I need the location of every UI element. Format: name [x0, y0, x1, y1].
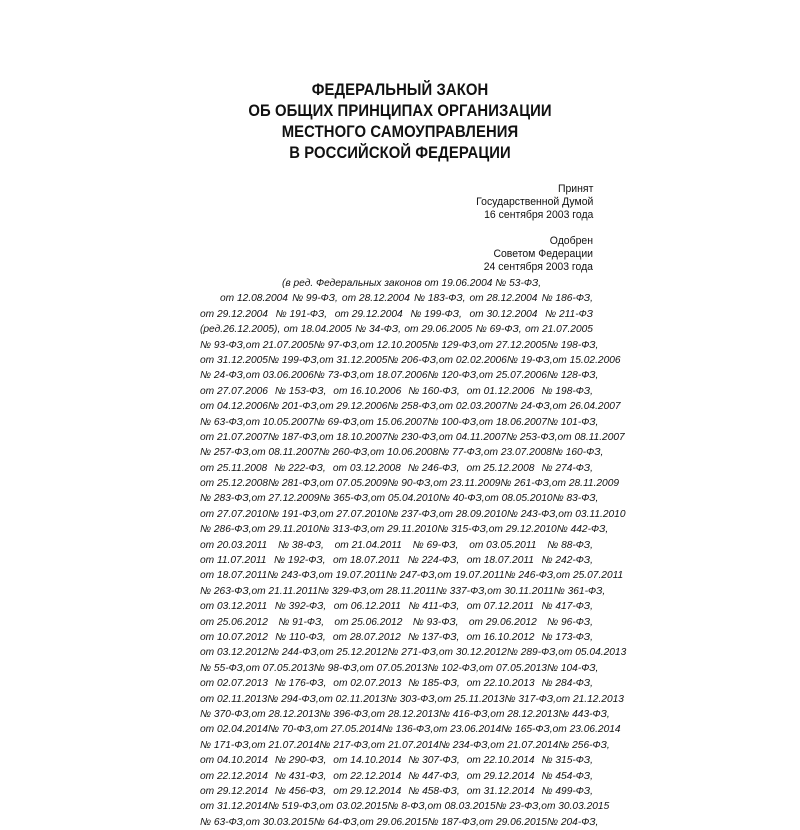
- amendment-token: № 63-ФЗ,: [200, 416, 246, 428]
- amendment-token: от 18.07.2011: [200, 570, 268, 582]
- title-line: ФЕДЕРАЛЬНЫЙ ЗАКОН: [311, 81, 489, 99]
- amendment-token: № 97-ФЗ,: [313, 339, 360, 351]
- amendment-token: № 38-ФЗ,: [278, 539, 324, 551]
- amendment-token: № 120-ФЗ,: [427, 370, 479, 382]
- amendment-token: от 30.03.2015: [245, 816, 314, 828]
- amendment-token: от 10.07.2012: [200, 631, 268, 643]
- amendment-line: [200, 276, 593, 291]
- amendment-line: [200, 368, 599, 383]
- amendment-token: от 03.05.2011: [469, 539, 537, 551]
- amendment-line: [200, 291, 593, 306]
- amendment-token: от 14.10.2014: [333, 755, 402, 767]
- amendment-token: от 29.06.2015: [478, 816, 547, 828]
- amendment-token: № 69-ФЗ,: [313, 416, 360, 428]
- amendment-token: от 28.07.2012: [332, 631, 401, 643]
- amendment-token: № 69-ФЗ,: [412, 539, 459, 551]
- amendment-token: № 317-ФЗ,: [504, 693, 556, 705]
- amendment-token: от 23.06.2014: [433, 724, 502, 736]
- amendment-line: [200, 553, 593, 568]
- amendment-token: № 458-ФЗ,: [408, 785, 460, 797]
- amendment-token: от 02.07.2013: [333, 678, 402, 690]
- amendment-line: [200, 384, 593, 399]
- amendment-line: [200, 676, 593, 691]
- amendment-token: от 27.07.2010: [200, 508, 268, 520]
- amendment-token: от 21.07.2005: [245, 339, 314, 351]
- amendment-token: № 392-ФЗ,: [274, 601, 327, 613]
- amendment-line: [200, 430, 625, 445]
- amendment-line: [200, 476, 620, 491]
- amendment-token: от 25.12.2012: [319, 647, 388, 659]
- amendment-token: № 137-ФЗ,: [407, 631, 460, 643]
- amendment-token: № 191-ФЗ,: [275, 308, 328, 320]
- amendment-token: от 18.10.2007: [319, 431, 388, 443]
- amendment-token: № 185-ФЗ,: [408, 678, 460, 690]
- amendment-token: от 22.10.2013: [466, 678, 535, 690]
- amendment-token: № 257-ФЗ,: [200, 447, 252, 459]
- amendment-token: (в ред. Федеральных законов от 19.06.2004 № 53-ФЗ,: [281, 278, 542, 289]
- approved-block: [478, 235, 593, 274]
- adopted-line: 16 сентября 2003 года: [483, 209, 593, 221]
- amendment-token: от 31.12.2005: [319, 354, 388, 366]
- amendment-token: № 24-ФЗ,: [200, 370, 246, 382]
- amendment-token: от 28.12.2013: [251, 708, 320, 720]
- amendment-token: от 29.06.2005: [404, 324, 473, 336]
- amendment-token: № 303-ФЗ,: [385, 693, 438, 705]
- amendment-token: № 136-ФЗ,: [381, 724, 434, 736]
- amendment-token: № 199-ФЗ,: [267, 354, 320, 366]
- amendment-token: № 417-ФЗ,: [541, 601, 593, 613]
- amendment-token: № 294-ФЗ,: [267, 693, 319, 705]
- amendment-token: от 27.12.2005: [478, 339, 547, 351]
- amendment-token: № 260-ФЗ,: [318, 447, 371, 459]
- amendment-token: № 23-ФЗ,: [495, 801, 542, 813]
- amendment-token: № 165-ФЗ,: [501, 724, 553, 736]
- amendment-token: от 02.11.2013: [200, 693, 268, 705]
- amendment-line: [200, 753, 593, 768]
- amendment-line: [200, 599, 593, 614]
- adopted-line: Государственной Думой: [475, 196, 593, 208]
- amendment-token: № 361-ФЗ,: [553, 585, 606, 597]
- amendment-token: № 173-ФЗ,: [541, 631, 593, 643]
- amendment-token: № 100-ФЗ,: [427, 416, 479, 428]
- amendment-token: № 160-ФЗ,: [408, 385, 460, 397]
- amendment-token: от 23.11.2009: [433, 478, 501, 490]
- amendment-token: № 290-ФЗ,: [274, 755, 327, 767]
- amendment-line: [200, 815, 599, 830]
- amendment-token: от 21.07.2014: [490, 739, 559, 751]
- amendment-token: № 442-ФЗ,: [556, 524, 609, 536]
- amendment-token: № 186-ФЗ,: [541, 293, 593, 305]
- amendment-token: № 160-ФЗ,: [551, 447, 604, 459]
- amendment-token: от 12.08.2004: [220, 293, 288, 305]
- amendment-token: от 01.12.2006: [466, 385, 535, 397]
- amendment-token: от 29.12.2004: [200, 308, 268, 320]
- amendment-token: от 29.12.2004: [334, 308, 403, 320]
- amendment-token: № 454-ФЗ,: [541, 770, 593, 782]
- amendment-token: № 456-ФЗ,: [274, 785, 327, 797]
- title-line: В РОССИЙСКОЙ ФЕДЕРАЦИИ: [289, 144, 511, 162]
- amendment-token: от 07.05.2013: [478, 662, 547, 674]
- amendment-token: № 90-ФЗ,: [387, 478, 434, 490]
- amendment-token: № 519-ФЗ,: [267, 801, 320, 813]
- amendment-token: от 16.10.2012: [466, 631, 535, 643]
- amendment-token: № 73-ФЗ,: [313, 370, 360, 382]
- amendment-token: № 96-ФЗ,: [547, 616, 593, 628]
- amendment-token: № 183-ФЗ,: [413, 293, 466, 305]
- amendment-token: от 04.10.2014: [200, 755, 268, 767]
- amendment-token: от 19.07.2011: [437, 570, 505, 582]
- amendment-line: [200, 799, 610, 814]
- amendment-token: № 34-ФЗ,: [355, 324, 401, 336]
- amendment-token: № 247-ФЗ,: [385, 570, 438, 582]
- amendment-token: № 217-ФЗ,: [319, 739, 371, 751]
- amendment-line: [200, 399, 621, 414]
- amendment-token: № 370-ФЗ,: [200, 708, 252, 720]
- amendment-line: [200, 722, 621, 737]
- amendment-token: от 31.12.2014: [200, 801, 268, 813]
- amendment-token: от 30.03.2015: [541, 801, 610, 813]
- amendment-token: от 29.12.2010: [488, 524, 557, 536]
- amendment-token: от 26.04.2007: [552, 401, 621, 413]
- amendment-token: от 25.11.2008: [200, 462, 268, 474]
- amendment-token: № 329-ФЗ,: [317, 585, 370, 597]
- amendment-token: № 246-ФЗ,: [407, 462, 460, 474]
- amendment-token: № 242-ФЗ,: [541, 555, 593, 567]
- amendment-token: № 396-ФЗ,: [319, 708, 371, 720]
- amendment-token: от 28.12.2013: [490, 708, 559, 720]
- amendment-token: № 77-ФЗ,: [438, 447, 484, 459]
- amendment-token: от 28.09.2010: [438, 508, 507, 520]
- amendment-token: № 64-ФЗ,: [313, 816, 360, 828]
- amendment-line: [200, 353, 621, 368]
- amendment-token: от 07.05.2013: [245, 662, 314, 674]
- amendment-token: от 03.12.2008: [332, 462, 401, 474]
- amendment-token: от 16.10.2006: [333, 385, 402, 397]
- amendment-token: № 289-ФЗ,: [506, 647, 559, 659]
- amendment-line: [200, 538, 593, 553]
- amendment-token: от 31.12.2005: [200, 354, 268, 366]
- amendment-line: [200, 584, 606, 599]
- amendment-token: № 230-ФЗ,: [387, 431, 439, 443]
- amendment-token: № 237-ФЗ,: [387, 508, 439, 520]
- amendment-token: от 29.12.2014: [200, 785, 268, 797]
- amendment-token: от 20.03.2011: [200, 539, 268, 551]
- amendment-token: № 204-ФЗ,: [546, 816, 599, 828]
- title-line: ОБ ОБЩИХ ПРИНЦИПАХ ОРГАНИЗАЦИИ: [248, 102, 552, 120]
- amendment-token: от 31.12.2014: [466, 785, 535, 797]
- amendment-token: № 243-ФЗ,: [506, 508, 559, 520]
- amendment-token: № 187-ФЗ,: [267, 431, 320, 443]
- amendment-token: № 416-ФЗ,: [438, 708, 491, 720]
- amendment-token: № 243-ФЗ,: [267, 570, 319, 582]
- amendment-token: № 104-ФЗ,: [546, 662, 599, 674]
- amendment-token: № 19-ФЗ,: [506, 354, 553, 366]
- amendment-token: от 04.11.2007: [438, 431, 507, 443]
- amendment-token: № 274-ФЗ,: [541, 462, 593, 474]
- amendment-token: № 69-ФЗ,: [475, 324, 522, 336]
- approved-line: 24 сентября 2003 года: [483, 261, 593, 273]
- amendment-token: от 03.06.2006: [245, 370, 314, 382]
- approved-line: Советом Федерации: [493, 248, 593, 260]
- amendment-token: № 447-ФЗ,: [408, 770, 460, 782]
- amendment-token: № 153-ФЗ,: [274, 385, 327, 397]
- amendment-token: от 27.05.2014: [313, 724, 382, 736]
- amendment-token: от 03.12.2011: [200, 601, 268, 613]
- amendment-token: № 411-ФЗ,: [408, 601, 460, 613]
- amendment-token: от 25.07.2006: [478, 370, 547, 382]
- amendment-token: № 365-ФЗ,: [319, 493, 371, 505]
- amendment-token: от 22.12.2014: [333, 770, 402, 782]
- amendment-token: от 03.11.2010: [558, 508, 626, 520]
- amendment-token: от 29.11.2010: [251, 524, 319, 536]
- amendment-token: № 93-ФЗ,: [412, 616, 459, 628]
- amendment-token: № 98-ФЗ,: [313, 662, 360, 674]
- amendment-line: [200, 707, 610, 722]
- amendment-token: от 27.07.2010: [319, 508, 388, 520]
- amendment-line: [200, 307, 593, 322]
- amendment-token: № 499-ФЗ,: [541, 785, 593, 797]
- amendment-token: от 18.07.2006: [359, 370, 428, 382]
- amendment-token: от 21.12.2013: [555, 693, 624, 705]
- amendment-token: № 234-ФЗ,: [438, 739, 491, 751]
- amendment-token: № 283-ФЗ,: [200, 493, 252, 505]
- amendment-token: № 24-ФЗ,: [506, 401, 553, 413]
- amendment-token: № 129-ФЗ,: [427, 339, 479, 351]
- amendment-token: от 21.07.2014: [251, 739, 320, 751]
- amendment-token: от 21.07.2014: [370, 739, 439, 751]
- amendment-token: от 25.12.2008: [466, 462, 535, 474]
- amendment-token: № 93-ФЗ,: [200, 339, 246, 351]
- amendment-token: № 192-ФЗ,: [274, 555, 326, 567]
- title-line: МЕСТНОГО САМОУПРАВЛЕНИЯ: [281, 123, 519, 141]
- amendment-token: от 29.11.2010: [370, 524, 438, 536]
- amendment-token: № 88-ФЗ,: [547, 539, 593, 551]
- amendment-token: № 256-ФЗ,: [558, 739, 610, 751]
- amendment-token: от 29.12.2014: [333, 785, 402, 797]
- amendment-token: от 04.12.2006: [200, 401, 268, 413]
- amendment-line: [200, 445, 604, 460]
- amendment-token: № 284-ФЗ,: [541, 678, 593, 690]
- amendment-token: № 110-ФЗ,: [275, 631, 326, 643]
- amendment-token: от 28.11.2009: [551, 478, 620, 490]
- amendment-token: № 307-ФЗ,: [408, 755, 460, 767]
- amendment-token: № 313-ФЗ,: [318, 524, 371, 536]
- amendment-token: № 91-ФЗ,: [278, 616, 325, 628]
- amendment-token: № 211-ФЗ: [545, 308, 593, 320]
- amendment-token: № 263-ФЗ,: [200, 585, 252, 597]
- amendment-token: № 171-ФЗ,: [200, 739, 252, 751]
- adopted-block: [470, 183, 593, 222]
- amendment-token: от 30.12.2004: [469, 308, 538, 320]
- amendment-line: [200, 615, 593, 630]
- amendment-token: № 102-ФЗ,: [427, 662, 479, 674]
- amendment-token: от 08.11.2007: [557, 431, 625, 443]
- amendment-line: [200, 661, 599, 676]
- amendment-token: № 337-ФЗ,: [435, 585, 488, 597]
- amendment-token: от 07.05.2009: [319, 478, 388, 490]
- amendment-line: [200, 491, 599, 506]
- amendment-token: от 29.12.2014: [466, 770, 535, 782]
- amendment-token: № 258-ФЗ,: [387, 401, 439, 413]
- amendment-token: от 07.05.2013: [359, 662, 428, 674]
- amendment-token: № 101-ФЗ,: [546, 416, 599, 428]
- amendment-token: № 199-ФЗ,: [410, 308, 462, 320]
- amendment-token: № 83-ФЗ,: [552, 493, 599, 505]
- amendment-token: от 18.07.2011: [333, 555, 401, 567]
- amendment-token: от 02.11.2013: [318, 693, 386, 705]
- amendment-token: от 29.06.2012: [468, 616, 537, 628]
- amendment-token: от 02.03.2007: [438, 401, 507, 413]
- amendment-token: от 30.11.2011: [487, 585, 554, 597]
- amendment-token: № 191-ФЗ,: [267, 508, 320, 520]
- amendment-token: № 281-ФЗ,: [267, 478, 320, 490]
- amendment-token: от 05.04.2013: [558, 647, 627, 659]
- amendment-token: № 128-ФЗ,: [546, 370, 599, 382]
- amendment-line: [200, 522, 609, 537]
- amendment-token: № 443-ФЗ,: [558, 708, 610, 720]
- amendment-token: № 431-ФЗ,: [274, 770, 327, 782]
- amendment-token: от 21.04.2011: [334, 539, 402, 551]
- amendment-token: № 222-ФЗ,: [274, 462, 326, 474]
- amendment-token: от 08.03.2015: [427, 801, 496, 813]
- amendment-token: от 03.12.2012: [200, 647, 268, 659]
- amendments-list: [200, 276, 627, 830]
- amendment-line: [200, 338, 599, 353]
- amendment-token: от 08.11.2007: [251, 447, 319, 459]
- amendment-token: № 198-ФЗ,: [546, 339, 599, 351]
- approved-line: Одобрен: [549, 235, 593, 247]
- amendment-token: от 12.10.2005: [359, 339, 428, 351]
- amendment-token: от 23.07.2008: [483, 447, 552, 459]
- amendment-token: от 18.04.2005: [283, 324, 352, 336]
- amendment-token: от 02.02.2006: [438, 354, 507, 366]
- amendment-token: № 271-ФЗ,: [387, 647, 439, 659]
- amendment-token: № 224-ФЗ,: [407, 555, 460, 567]
- amendment-token: № 187-ФЗ,: [427, 816, 479, 828]
- amendment-token: № 286-ФЗ,: [200, 524, 252, 536]
- amendment-token: № 40-ФЗ,: [438, 493, 485, 505]
- amendment-line: [200, 645, 627, 660]
- amendment-token: от 29.12.2006: [319, 401, 388, 413]
- amendment-token: № 246-ФЗ,: [504, 570, 556, 582]
- amendment-token: от 08.05.2010: [484, 493, 553, 505]
- adopted-line: Принят: [557, 183, 593, 195]
- amendment-token: от 25.06.2012: [200, 616, 268, 628]
- amendment-token: от 22.12.2014: [200, 770, 268, 782]
- amendment-token: от 25.11.2013: [437, 693, 505, 705]
- amendment-token: № 201-ФЗ,: [267, 401, 320, 413]
- amendment-token: № 315-ФЗ,: [541, 755, 593, 767]
- amendment-token: от 28.12.2004: [469, 293, 538, 305]
- amendment-token: от 28.12.2013: [370, 708, 439, 720]
- amendment-token: от 21.11.2011: [251, 585, 318, 597]
- amendment-token: (ред.26.12.2005),: [200, 324, 281, 336]
- amendment-token: от 02.07.2013: [200, 678, 268, 690]
- amendment-token: от 28.12.2004: [341, 293, 410, 305]
- amendment-token: от 10.05.2007: [245, 416, 314, 428]
- amendment-token: от 27.12.2009: [251, 493, 320, 505]
- amendment-token: от 18.06.2007: [478, 416, 547, 428]
- amendment-token: от 25.12.2008: [200, 478, 268, 490]
- amendment-token: от 10.06.2008: [370, 447, 439, 459]
- amendment-token: от 07.12.2011: [466, 601, 534, 613]
- amendment-token: № 244-ФЗ,: [267, 647, 320, 659]
- amendment-line: [200, 507, 626, 522]
- amendment-token: № 315-ФЗ,: [437, 524, 489, 536]
- amendment-token: № 99-ФЗ,: [292, 293, 338, 305]
- amendment-line: [200, 630, 593, 645]
- amendment-token: от 11.07.2011: [200, 555, 267, 567]
- amendment-line: [200, 415, 599, 430]
- amendment-token: от 23.06.2014: [552, 724, 621, 736]
- amendment-token: от 21.07.2005: [525, 324, 593, 336]
- document-title: [0, 80, 800, 164]
- amendment-token: от 18.07.2011: [466, 555, 534, 567]
- amendment-token: от 22.10.2014: [466, 755, 535, 767]
- amendment-token: от 21.07.2007: [200, 431, 268, 443]
- amendment-token: № 198-ФЗ,: [541, 385, 593, 397]
- amendment-token: от 25.06.2012: [334, 616, 403, 628]
- amendment-token: от 29.06.2015: [359, 816, 428, 828]
- amendment-token: от 03.02.2015: [319, 801, 388, 813]
- amendment-token: № 63-ФЗ,: [200, 816, 246, 828]
- amendment-token: от 27.07.2006: [200, 385, 268, 397]
- amendment-token: № 261-ФЗ,: [500, 478, 552, 490]
- amendment-token: от 05.04.2010: [370, 493, 439, 505]
- amendment-token: от 06.12.2011: [333, 601, 401, 613]
- amendment-line: [200, 322, 593, 337]
- amendment-token: от 28.11.2011: [369, 585, 436, 597]
- amendment-token: № 206-ФЗ,: [387, 354, 439, 366]
- amendment-line: [200, 738, 610, 753]
- amendment-line: [200, 568, 624, 583]
- amendment-token: от 15.06.2007: [359, 416, 428, 428]
- amendment-line: [200, 784, 593, 799]
- amendment-line: [200, 461, 593, 476]
- amendment-token: № 55-ФЗ,: [200, 662, 246, 674]
- amendment-token: № 253-ФЗ,: [506, 431, 558, 443]
- amendment-token: № 70-ФЗ,: [267, 724, 314, 736]
- amendment-token: № 176-ФЗ,: [274, 678, 327, 690]
- amendment-token: от 19.07.2011: [318, 570, 386, 582]
- amendment-token: от 15.02.2006: [552, 354, 621, 366]
- amendment-token: от 02.04.2014: [200, 724, 268, 736]
- amendment-token: от 25.07.2011: [555, 570, 624, 582]
- amendment-line: [200, 769, 593, 784]
- amendment-token: от 30.12.2012: [438, 647, 507, 659]
- amendment-line: [200, 692, 624, 707]
- amendment-token: № 8-ФЗ,: [387, 801, 428, 813]
